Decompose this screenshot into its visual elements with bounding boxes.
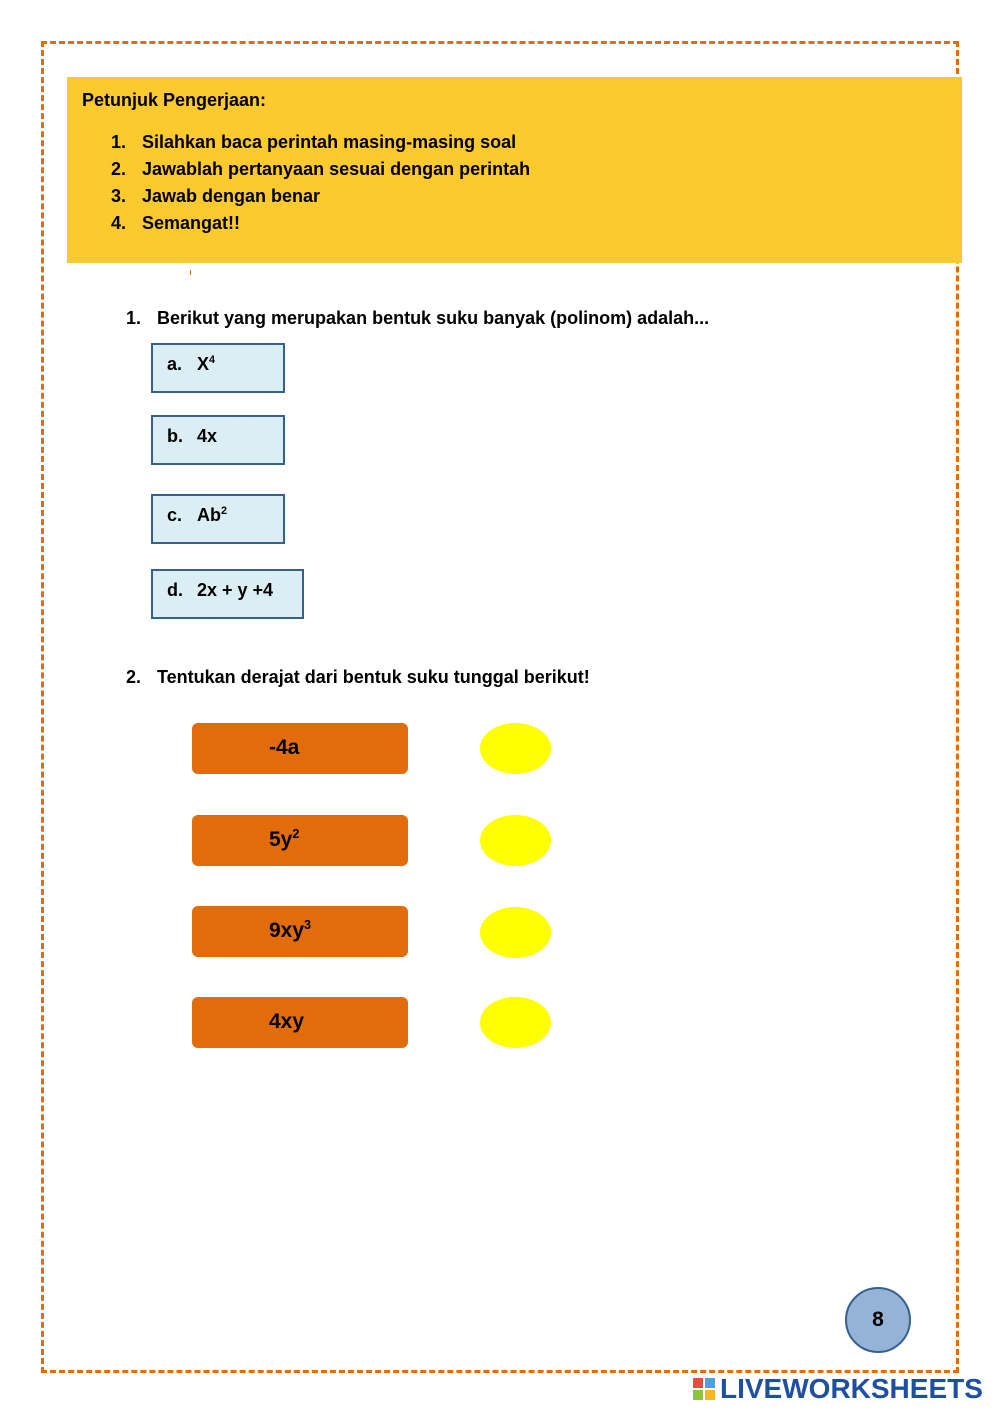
instruction-number: 4. <box>111 213 127 233</box>
instructions-box <box>67 77 962 263</box>
option-base: Ab <box>197 505 221 525</box>
option-c-button[interactable] <box>151 494 285 544</box>
answer-drop-target[interactable] <box>480 907 551 958</box>
brand-name: LIVEWORKSHEETS <box>720 1373 983 1404</box>
decorative-tick <box>190 270 191 275</box>
answer-drop-target[interactable] <box>480 723 551 774</box>
option-d-button[interactable] <box>151 569 304 619</box>
option-letter: a. <box>167 354 183 374</box>
question-1-text: Berikut yang merupakan bentuk suku banyak (polinom) adalah... <box>157 308 710 328</box>
brand-logo <box>692 1374 983 1404</box>
answer-drop-target[interactable] <box>480 997 551 1048</box>
option-base: 4x <box>197 426 218 446</box>
page-number-badge: 8 <box>845 1287 911 1353</box>
option-b-button[interactable] <box>151 415 285 465</box>
instruction-text: Jawab dengan benar <box>142 186 321 206</box>
option-exponent: 2 <box>221 505 228 517</box>
term-base: 5y <box>269 828 293 851</box>
logo-square <box>704 1389 716 1401</box>
logo-square <box>704 1377 716 1389</box>
instructions-title: Petunjuk Pengerjaan: <box>82 90 267 110</box>
answer-drop-target[interactable] <box>480 815 551 866</box>
option-letter: b. <box>167 426 183 446</box>
question-2-number: 2. <box>126 667 142 687</box>
term-exponent: 3 <box>304 918 312 932</box>
instruction-item <box>111 183 530 210</box>
instruction-item <box>111 210 530 237</box>
question-2 <box>126 667 590 688</box>
term-base: 9xy <box>269 919 305 942</box>
option-letter: d. <box>167 580 183 600</box>
term-base: 4xy <box>269 1010 305 1033</box>
instruction-number: 2. <box>111 159 127 179</box>
term-base: -4a <box>269 736 300 759</box>
instructions-list <box>111 129 530 237</box>
instruction-item <box>111 156 530 183</box>
logo-square <box>692 1389 704 1401</box>
option-exponent: 4 <box>209 354 216 366</box>
instruction-item <box>111 129 530 156</box>
liveworksheets-icon <box>692 1377 716 1401</box>
instruction-text: Jawablah pertanyaan sesuai dengan perintah <box>142 159 531 179</box>
question-1 <box>126 308 709 329</box>
logo-square <box>692 1377 704 1389</box>
question-1-number: 1. <box>126 308 142 328</box>
instruction-text: Silahkan baca perintah masing-masing soal <box>142 132 517 152</box>
option-a-button[interactable] <box>151 343 285 393</box>
option-letter: c. <box>167 505 183 525</box>
question-2-text: Tentukan derajat dari bentuk suku tunggal berikut! <box>157 667 590 687</box>
instruction-number: 3. <box>111 186 127 206</box>
term-card <box>192 723 408 774</box>
instruction-text: Semangat!! <box>142 213 241 233</box>
option-base: X <box>197 354 210 374</box>
term-card <box>192 906 408 957</box>
option-base: 2x + y +4 <box>197 580 274 600</box>
term-exponent: 2 <box>292 827 300 841</box>
instruction-number: 1. <box>111 132 127 152</box>
term-card <box>192 815 408 866</box>
term-card <box>192 997 408 1048</box>
